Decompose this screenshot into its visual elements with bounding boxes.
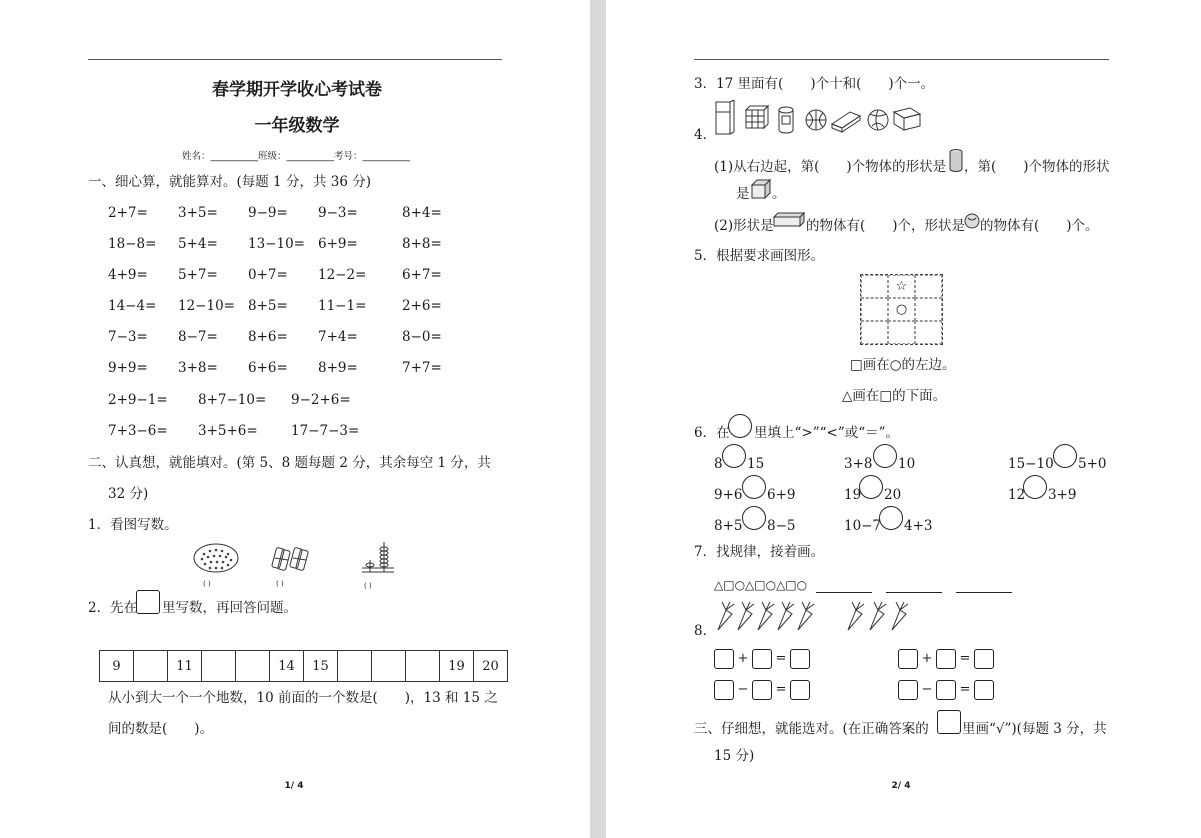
- calc-item: 6+6=: [248, 360, 288, 376]
- question-2-suffix: 里写数，再回答问题。: [162, 600, 297, 616]
- picture-answer-bracket: ( ): [203, 580, 211, 588]
- answer-blank[interactable]: [956, 580, 1012, 593]
- answer-box[interactable]: [752, 649, 772, 669]
- compare-left: 10−7: [844, 518, 882, 534]
- sequence-cell[interactable]: [202, 651, 236, 682]
- star-shape: ☆: [888, 275, 915, 298]
- calc-item: 3+5=: [178, 205, 218, 221]
- calc-item: 9+9=: [108, 360, 148, 376]
- compare-right: 6+9: [767, 487, 796, 503]
- compare-right: 8−5: [767, 518, 796, 534]
- compare-right: 5+0: [1078, 456, 1107, 472]
- sequence-cell: 15: [304, 651, 338, 682]
- question-6-prefix: 6．在: [694, 425, 730, 441]
- grid-cell[interactable]: [888, 321, 915, 344]
- grid-cell[interactable]: [915, 275, 942, 298]
- solid-shapes-row: [714, 100, 924, 138]
- question-3: 3．17 里面有( )个十和( )个一。: [694, 76, 935, 92]
- question-5-requirement-2: △画在□的下面。: [842, 388, 947, 404]
- dots-plate-illustration: [192, 542, 242, 578]
- calc-item: 8+9=: [318, 360, 358, 376]
- equation-subtraction-right: [898, 679, 994, 700]
- drawing-grid: [860, 274, 943, 345]
- compare-circle[interactable]: [879, 506, 903, 530]
- sequence-cell[interactable]: [338, 651, 372, 682]
- calc-item: 18−8=: [108, 236, 157, 252]
- bundled-sticks-illustration: [270, 544, 310, 576]
- question-2-line-1: 从小到大一个一个地数，10 前面的一个数是( )，13 和 15 之: [108, 690, 498, 706]
- question-2-prefix: 2．先在: [88, 600, 138, 616]
- calc-item: 8−0=: [402, 329, 442, 345]
- calc-item: 4+9=: [108, 267, 148, 283]
- equals-sign: =: [775, 651, 787, 666]
- answer-box[interactable]: [974, 680, 994, 700]
- question-4-1-part-d: 。: [772, 186, 786, 202]
- calc-item: 6+9=: [318, 236, 358, 252]
- compare-right: 3+9: [1048, 487, 1077, 503]
- minus-sign: −: [921, 682, 933, 697]
- compare-circle[interactable]: [1023, 475, 1047, 499]
- page-1: [0, 0, 590, 838]
- calc-item: 7+3−6=: [108, 423, 168, 439]
- calc-item: 0+7=: [248, 267, 288, 283]
- answer-box[interactable]: [898, 680, 918, 700]
- equals-sign: =: [775, 682, 787, 697]
- sequence-cell[interactable]: [372, 651, 406, 682]
- question-6-suffix: 里填上“>”“<”或“＝”。: [754, 425, 900, 441]
- compare-right: 15: [747, 456, 765, 472]
- question-1: 1．看图写数。: [88, 517, 178, 533]
- answer-box[interactable]: [752, 680, 772, 700]
- answer-box: [937, 710, 961, 734]
- answer-box[interactable]: [714, 649, 734, 669]
- equals-sign: =: [959, 651, 971, 666]
- compare-left: 19: [844, 487, 862, 503]
- calc-item: 5+7=: [178, 267, 218, 283]
- question-4-1-part-b: ，第( )个物体的形状: [964, 159, 1110, 175]
- question-5-requirement-1: □画在○的左边。: [850, 357, 956, 373]
- section-3-heading-cont: 15 分): [714, 748, 755, 764]
- compare-right: 10: [898, 456, 916, 472]
- calc-item: 8+7−10=: [198, 392, 267, 408]
- grid-cell[interactable]: [861, 298, 888, 321]
- cuboid-shape-icon: [772, 212, 806, 228]
- calc-item: 8+6=: [248, 329, 288, 345]
- calc-item: 8+5=: [248, 298, 288, 314]
- compare-left: 8+5: [714, 518, 743, 534]
- answer-box[interactable]: [936, 649, 956, 669]
- calc-item: 13−10=: [248, 236, 305, 252]
- equation-addition-right: [898, 648, 994, 669]
- sphere-shape-icon: [964, 213, 980, 229]
- page-number: 2/ 4: [891, 781, 911, 791]
- sequence-cell: 11: [168, 651, 202, 682]
- cylinder-shape-icon: [948, 148, 964, 174]
- answer-blank[interactable]: [886, 580, 942, 593]
- sequence-cell: 20: [474, 651, 508, 682]
- circle-shape: ○: [888, 298, 915, 321]
- calc-item: 8+8=: [402, 236, 442, 252]
- compare-circle: [728, 414, 752, 438]
- calc-item: 2+7=: [108, 205, 148, 221]
- calc-item: 12−2=: [318, 267, 367, 283]
- question-8-number: 8．: [694, 623, 717, 639]
- equals-sign: =: [959, 682, 971, 697]
- cube-shape-icon: [750, 178, 772, 200]
- question-4-2-part-b: 的物体有( )个，形状是: [806, 218, 966, 234]
- calc-item: 17−7−3=: [291, 423, 360, 439]
- plus-sign: +: [921, 651, 933, 666]
- compare-left: 8: [714, 456, 723, 472]
- question-4-1-part-a: (1)从右边起，第( )个物体的形状是: [714, 159, 947, 175]
- question-4-1-part-c: 是: [736, 186, 750, 202]
- sequence-cell[interactable]: [236, 651, 270, 682]
- calc-item: 11−1=: [318, 298, 367, 314]
- calc-item: 7+7=: [402, 360, 442, 376]
- sequence-cell[interactable]: [134, 651, 168, 682]
- grid-cell[interactable]: [915, 298, 942, 321]
- calc-item: 7−3=: [108, 329, 148, 345]
- calc-item: 14−4=: [108, 298, 157, 314]
- calc-item: 9−2+6=: [291, 392, 351, 408]
- answer-box: [136, 590, 160, 614]
- calc-item: 2+9−1=: [108, 392, 168, 408]
- compare-circle[interactable]: [859, 475, 883, 499]
- compare-circle[interactable]: [1053, 444, 1077, 468]
- calc-item: 8+4=: [402, 205, 442, 221]
- calc-item: 9−9=: [248, 205, 288, 221]
- page-2: [606, 0, 1201, 838]
- compare-circle[interactable]: [722, 444, 746, 468]
- plus-sign: +: [737, 651, 749, 666]
- compare-left: 9+6: [714, 487, 743, 503]
- pattern-answer-blanks: [816, 578, 1026, 597]
- question-5: 5．根据要求画图形。: [694, 248, 825, 264]
- calc-item: 9−3=: [318, 205, 358, 221]
- answer-blank[interactable]: [816, 580, 872, 593]
- exam-title: 春学期开学收心考试卷: [212, 80, 382, 100]
- section-3-heading-suffix: 里画“√”)(每题 3 分，共: [962, 721, 1107, 737]
- calc-item: 7+4=: [318, 329, 358, 345]
- sequence-cell[interactable]: [406, 651, 440, 682]
- question-7: 7．找规律，接着画。: [694, 544, 825, 560]
- number-sequence-table: [99, 650, 508, 682]
- header-rule: [694, 59, 1109, 60]
- question-2-line-2: 间的数是( )。: [108, 721, 214, 737]
- calc-item: 3+8=: [178, 360, 218, 376]
- page-number: 1/ 4: [284, 781, 304, 791]
- calc-item: 3+5+6=: [198, 423, 258, 439]
- compare-circle[interactable]: [873, 444, 897, 468]
- answer-box[interactable]: [898, 649, 918, 669]
- answer-box[interactable]: [974, 649, 994, 669]
- calc-item: 5+4=: [178, 236, 218, 252]
- compare-circle[interactable]: [742, 475, 766, 499]
- section-2-heading: 二、认真想，就能填对。(第 5、8 题每题 2 分，其余每空 1 分，共: [88, 455, 491, 471]
- calc-item: 12−10=: [178, 298, 235, 314]
- compare-left: 12: [1008, 487, 1026, 503]
- student-info-line: 姓名：__________班级：__________考号：__________: [181, 151, 411, 162]
- exam-subtitle: 一年级数学: [254, 116, 340, 136]
- carrots-illustration: [712, 600, 932, 634]
- grid-cell[interactable]: [861, 321, 888, 344]
- section-1-heading: 一、细心算，就能算对。(每题 1 分，共 36 分): [88, 174, 371, 190]
- compare-left: 15−10: [1008, 456, 1054, 472]
- calc-item: 6+7=: [402, 267, 442, 283]
- equation-addition-left: [714, 648, 810, 669]
- abacus-illustration: [358, 540, 398, 578]
- calc-item: 8−7=: [178, 329, 218, 345]
- picture-answer-bracket: ( ): [276, 580, 284, 588]
- compare-right: 4+3: [904, 518, 933, 534]
- sequence-cell: 9: [100, 651, 134, 682]
- answer-box[interactable]: [790, 649, 810, 669]
- section-2-heading-cont: 32 分): [108, 486, 149, 502]
- answer-box[interactable]: [714, 680, 734, 700]
- answer-box[interactable]: [790, 680, 810, 700]
- compare-circle[interactable]: [742, 506, 766, 530]
- calc-item: 2+6=: [402, 298, 442, 314]
- compare-left: 3+8: [844, 456, 873, 472]
- sequence-cell: 14: [270, 651, 304, 682]
- compare-right: 20: [884, 487, 902, 503]
- section-3-heading-prefix: 三、仔细想，就能选对。(在正确答案的: [694, 721, 929, 737]
- page-gutter: [590, 0, 606, 838]
- answer-box[interactable]: [936, 680, 956, 700]
- question-4-2-part-a: (2)形状是: [714, 218, 774, 234]
- equation-subtraction-left: [714, 679, 810, 700]
- grid-cell[interactable]: [861, 275, 888, 298]
- picture-answer-bracket: ( ): [364, 582, 372, 590]
- shape-pattern: △□○△□○△□○: [714, 578, 808, 592]
- question-4-2-part-c: 的物体有( )个。: [980, 218, 1099, 234]
- header-rule: [88, 59, 502, 60]
- question-4-number: 4．: [694, 127, 717, 143]
- minus-sign: −: [737, 682, 749, 697]
- sequence-cell: 19: [440, 651, 474, 682]
- grid-cell[interactable]: [915, 321, 942, 344]
